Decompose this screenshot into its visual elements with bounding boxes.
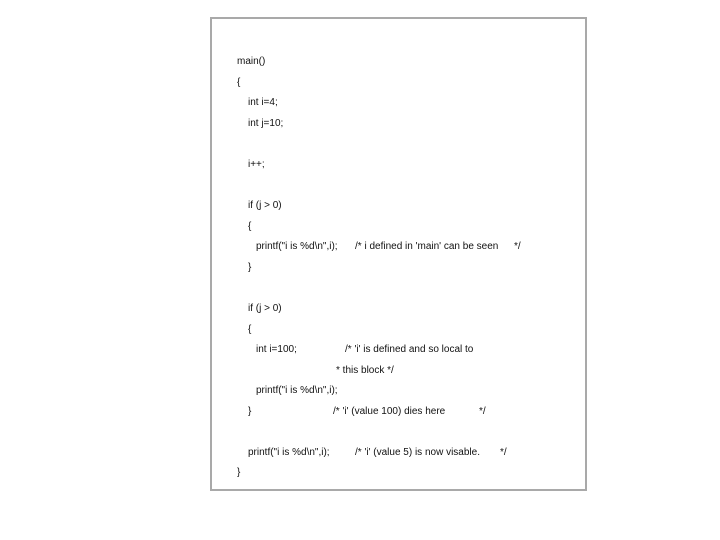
code-comment: /* i defined in 'main' can be seen [355, 241, 499, 252]
code-comment: * this block */ [336, 365, 394, 376]
code-line: int j=10; [248, 118, 284, 129]
code-line: printf("i is %d\n",i); [256, 241, 338, 252]
code-line: printf("i is %d\n",i); [256, 385, 338, 396]
code-comment: /* 'i' is defined and so local to [345, 344, 474, 355]
code-line: i++; [248, 159, 265, 170]
code-line: if (j > 0) [248, 303, 282, 314]
code-line: { [248, 324, 252, 335]
code-line: int i=100; [256, 344, 297, 355]
code-line: int i=4; [248, 97, 278, 108]
code-comment: */ [479, 406, 486, 417]
code-line: } [248, 262, 252, 273]
code-line: main() [237, 56, 266, 67]
code-line: { [248, 221, 252, 232]
code-line: } [248, 406, 252, 417]
code-line: if (j > 0) [248, 200, 282, 211]
code-comment: */ [500, 447, 507, 458]
code-comment: /* 'i' (value 5) is now visable. [355, 447, 480, 458]
code-line: { [237, 77, 241, 88]
code-comment: */ [514, 241, 521, 252]
code-line: } [237, 467, 241, 478]
code-comment: /* 'i' (value 100) dies here [333, 406, 446, 417]
code-line: printf("i is %d\n",i); [248, 447, 330, 458]
document-page [210, 17, 587, 491]
